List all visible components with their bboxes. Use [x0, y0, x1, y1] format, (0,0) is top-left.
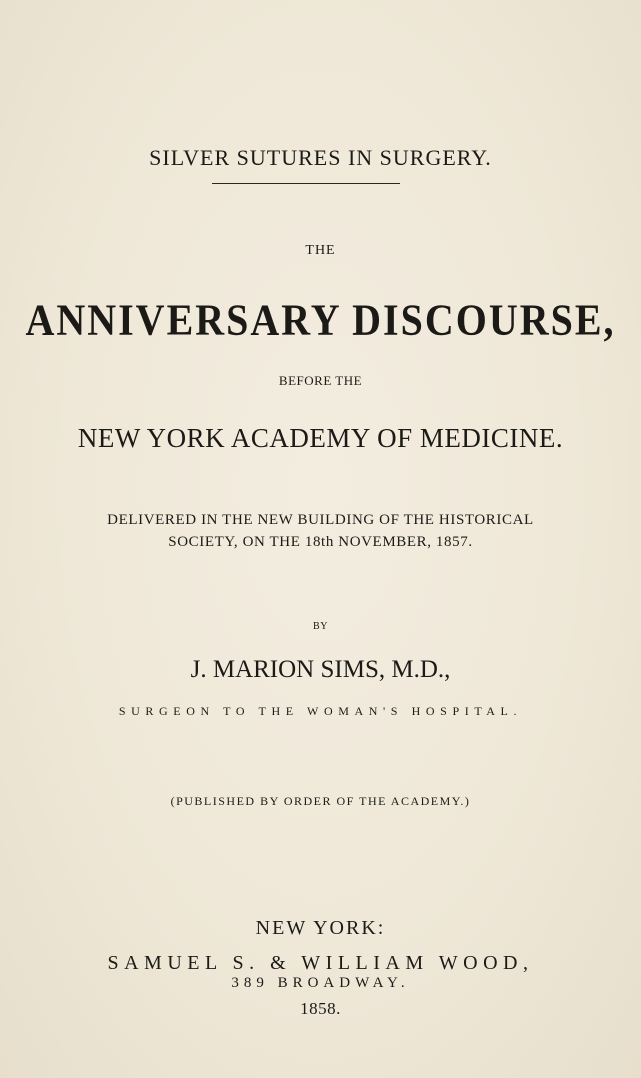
publication-note: (PUBLISHED BY ORDER OF THE ACADEMY.): [170, 794, 471, 808]
institution-name: NEW YORK ACADEMY OF MEDICINE.: [77, 423, 564, 453]
before-the-label: BEFORE THE: [278, 373, 363, 388]
delivered-line-1: DELIVERED IN THE NEW BUILDING OF THE HISTORICAL: [107, 512, 534, 528]
by-label: BY: [313, 621, 328, 632]
publisher-name: SAMUEL S. & WILLIAM WOOD,: [107, 952, 534, 974]
publication-place: NEW YORK:: [255, 917, 386, 939]
author-title: SURGEON TO THE WOMAN'S HOSPITAL.: [118, 704, 523, 718]
author-name: J. MARION SIMS, M.D.,: [190, 656, 451, 683]
header-title: SILVER SUTURES IN SURGERY.: [149, 145, 492, 170]
divider-rule: [212, 183, 400, 184]
publisher-address: 389 BROADWAY.: [231, 975, 410, 991]
delivered-line-2: SOCIETY, ON THE 18th NOVEMBER, 1857.: [168, 534, 473, 550]
publication-year: 1858.: [300, 999, 341, 1018]
main-title: ANNIVERSARY DISCOURSE,: [25, 294, 616, 345]
the-label: THE: [305, 243, 336, 258]
